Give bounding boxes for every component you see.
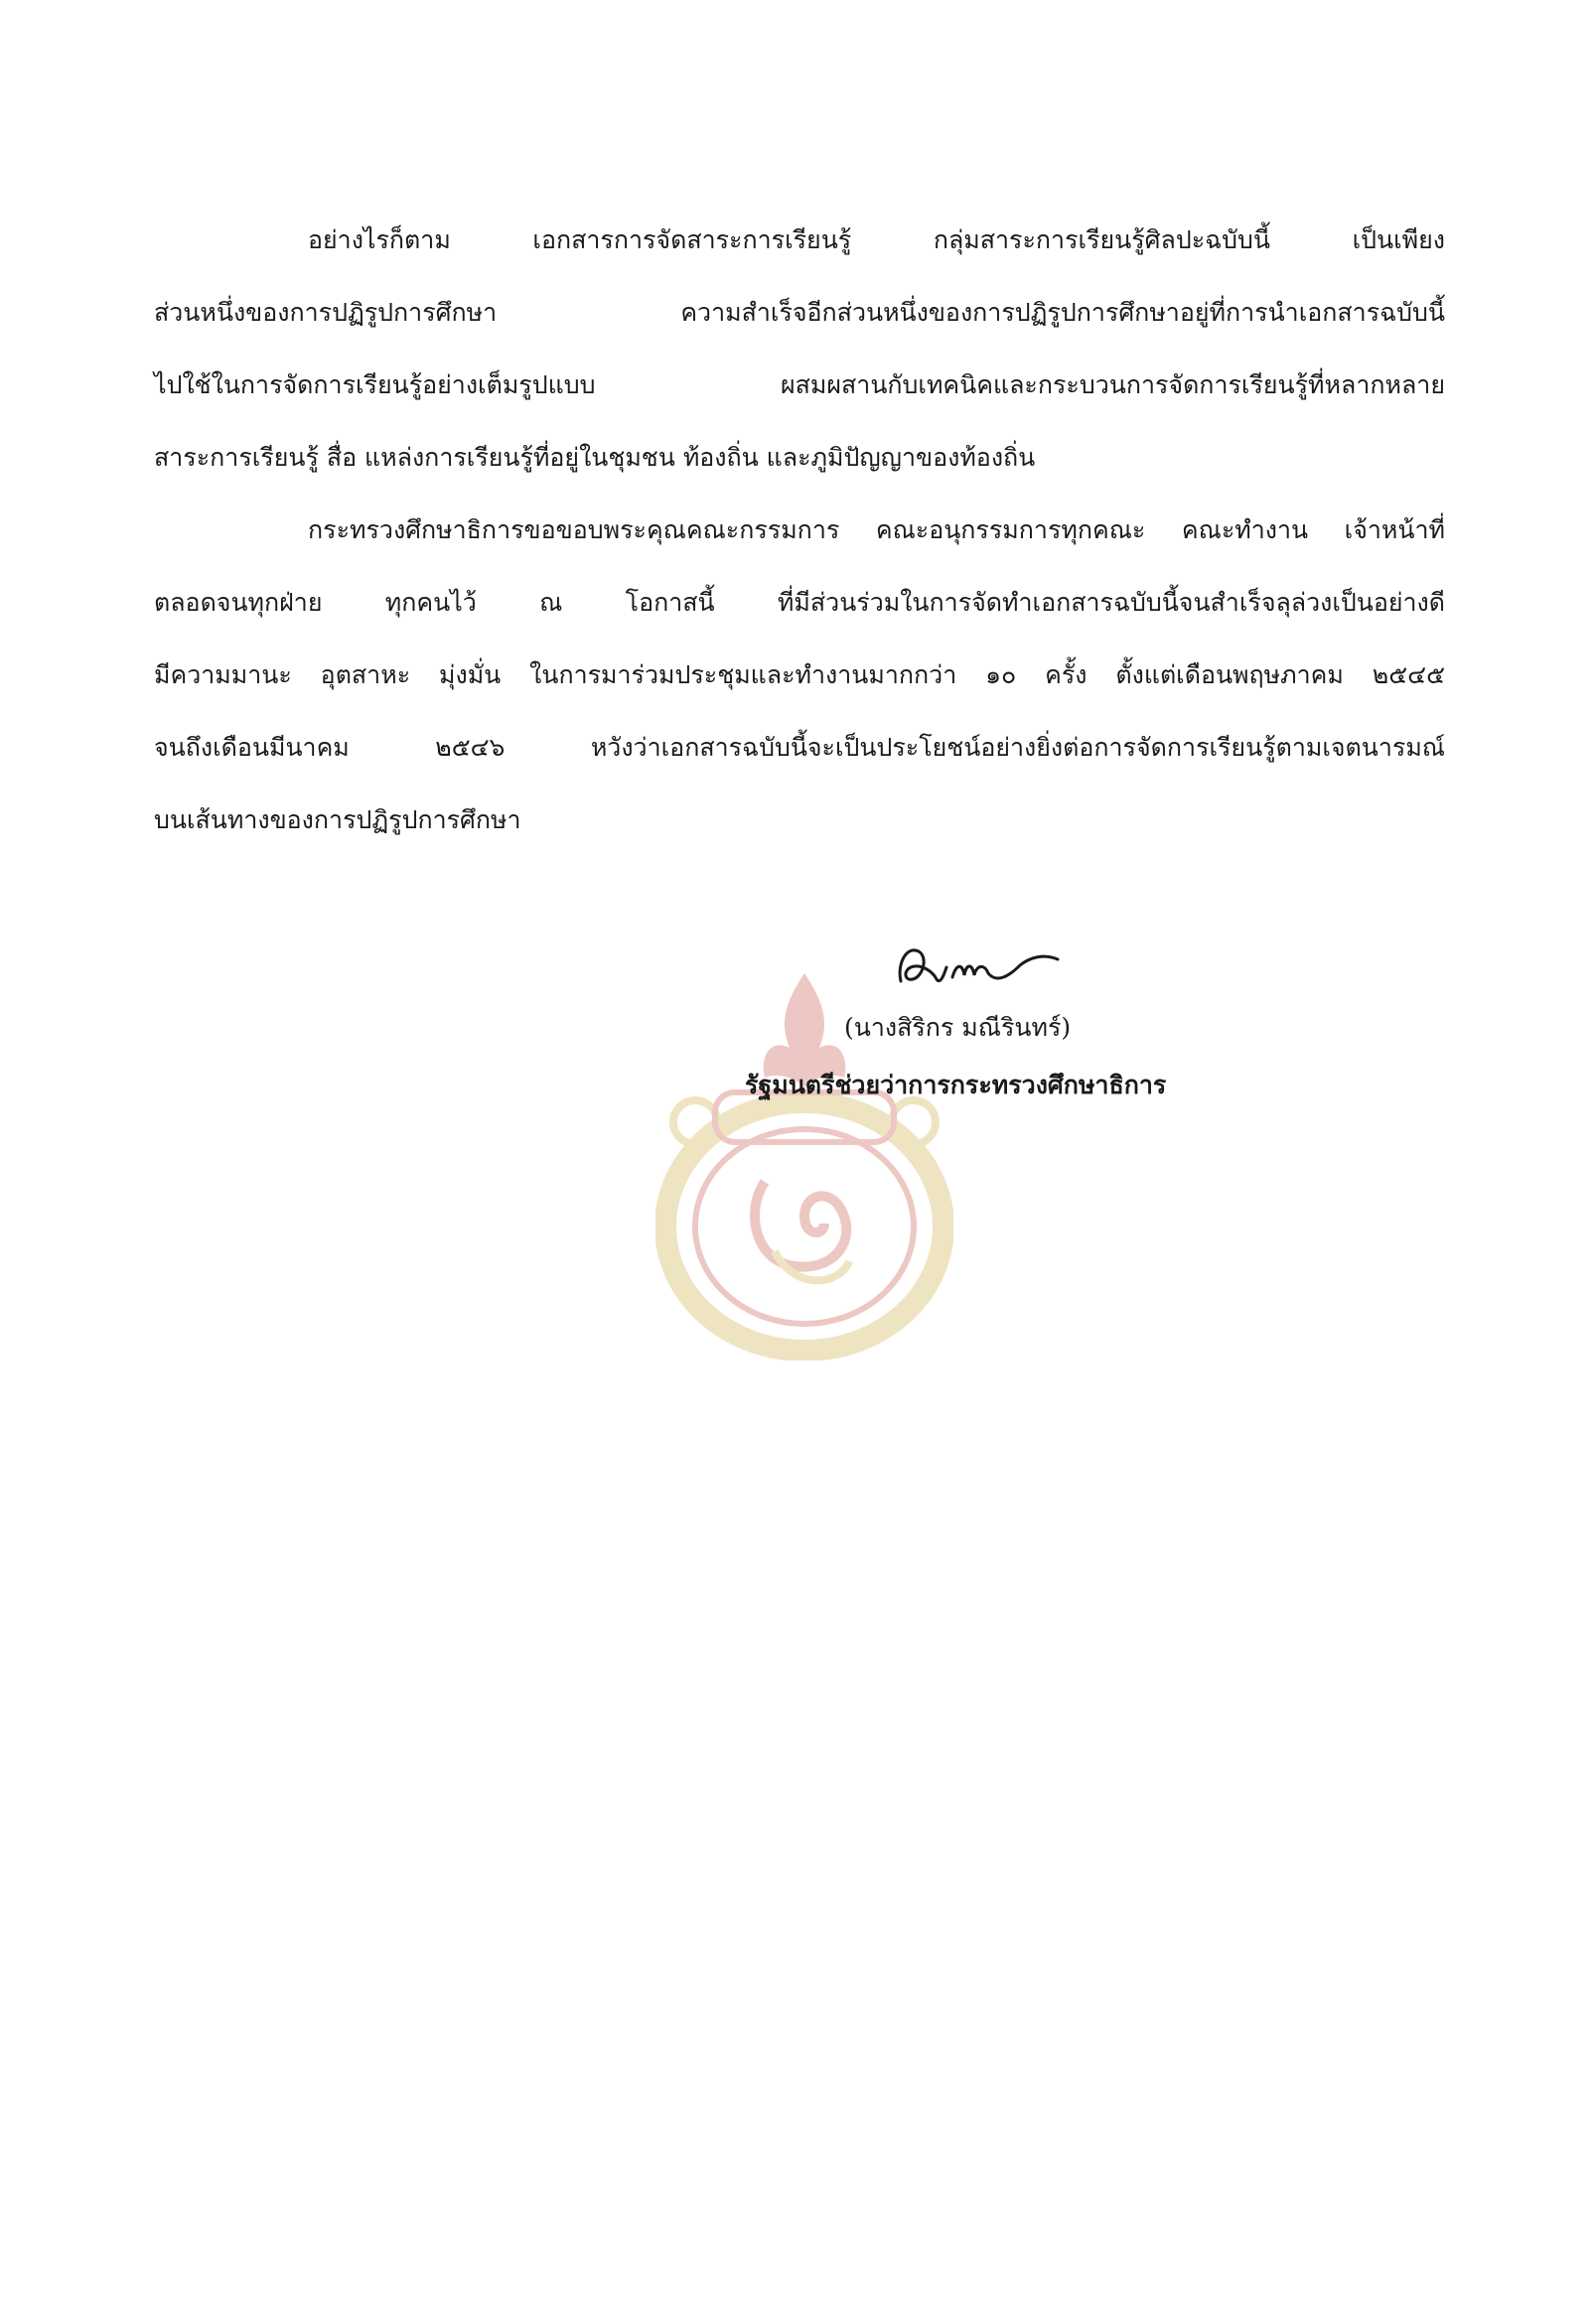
paragraph-2-line-4: จนถึงเดือนมีนาคม ๒๕๔๖ หวังว่าเอกสารฉบับนี้จะเป็นประโยชน์อย่างยิ่งต่อการจัดการเรียนรู้ตามเจตนารมณ์ — [154, 733, 1445, 762]
paragraph-1-line-4: สาระการเรียนรู้ สื่อ แหล่งการเรียนรู้ที่อยู่ในชุมชน ท้องถิ่น และภูมิปัญญาของท้องถิ่น — [154, 443, 1036, 472]
signer-name: (นางสิริกร มณีรินทร์) — [844, 1013, 1072, 1042]
signer-title: รัฐมนตรีช่วยว่าการกระทรวงศึกษาธิการ — [745, 1071, 1167, 1099]
signature-block — [695, 934, 1291, 1132]
paragraph-2-line-2: ตลอดจนทุกฝ่าย ทุกคนไว้ ณ โอกาสนี้ ที่มีส่วนร่วมในการจัดทำเอกสารฉบับนี้จนสำเร็จลุล่วงเป็นอย่างดี — [154, 588, 1445, 617]
paragraph-2-line-1: กระทรวงศึกษาธิการขอขอบพระคุณคณะกรรมการ คณะอนุกรรมการทุกคณะ คณะทำงาน เจ้าหน้าที่ — [308, 515, 1445, 544]
paragraph-1-line-1: อย่างไรก็ตาม เอกสารการจัดสาระการเรียนรู้ กลุ่มสาระการเรียนรู้ศิลปะฉบับนี้ เป็นเพียง — [308, 225, 1445, 254]
handwritten-signature-icon — [889, 934, 1068, 998]
document-body — [154, 204, 1445, 856]
paragraph-2-line-3: มีความมานะ อุตสาหะ มุ่งมั่น ในการมาร่วมประชุมและทำงานมากกว่า ๑๐ ครั้ง ตั้งแต่เดือนพฤษภาคม ๒๕๔๕ — [154, 660, 1445, 689]
paragraph-2-line-5: บนเส้นทางของการปฏิรูปการศึกษา — [154, 805, 521, 834]
paragraph-1-line-3: ไปใช้ในการจัดการเรียนรู้อย่างเต็มรูปแบบ ผสมผสานกับเทคนิคและกระบวนการจัดการเรียนรู้ที่หลากหลาย — [154, 370, 1445, 399]
paragraph-1-line-2: ส่วนหนึ่งของการปฏิรูปการศึกษา ความสำเร็จอีกส่วนหนึ่งของการปฏิรูปการศึกษาอยู่ที่การนำเอกสารฉบับนี้ — [154, 298, 1445, 327]
